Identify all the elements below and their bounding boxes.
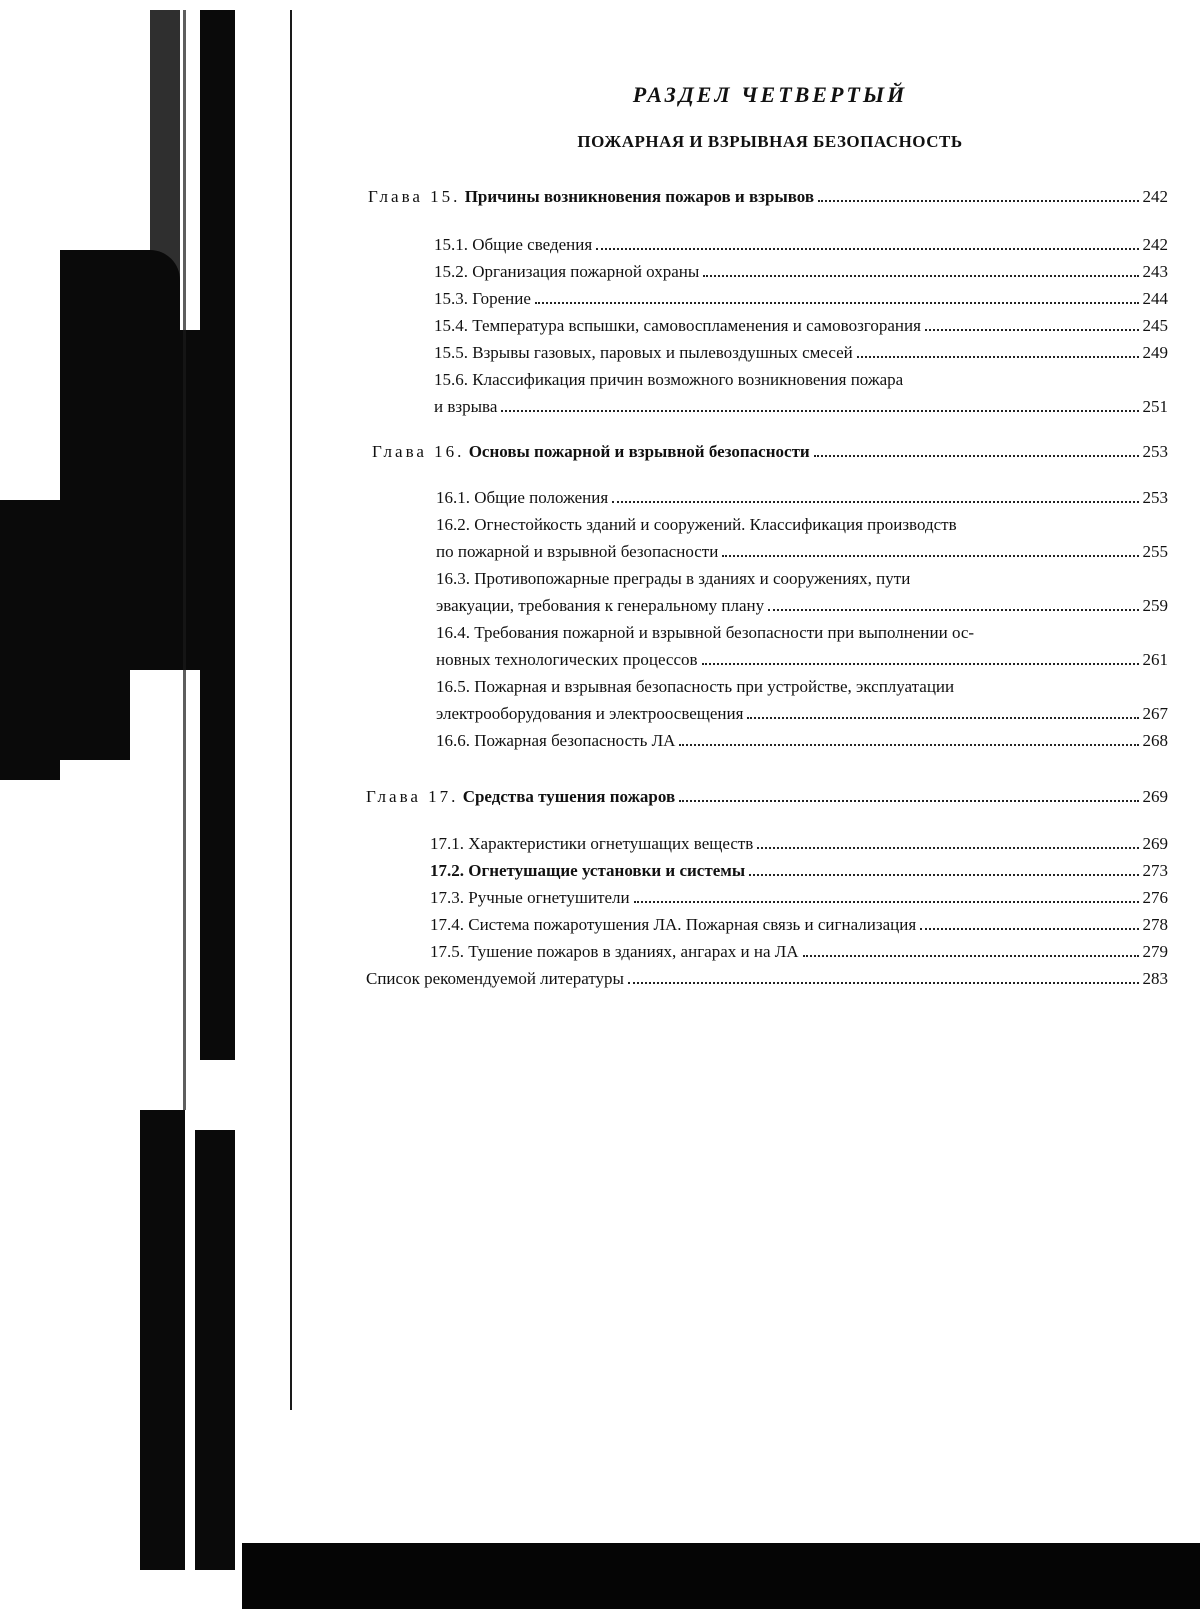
leader-dots [814,441,1139,457]
toc-chapter-17[interactable] [366,786,1168,808]
leader-dots [768,595,1138,611]
toc-item-16-3[interactable]: эвакуации, требования к генеральному плану 259 [436,596,1168,615]
page-number: 283 [1142,969,1168,988]
leader-dots [818,186,1138,202]
leader-dots [757,833,1138,849]
toc-item-17-1[interactable]: 17.1. Характеристики огнетушащих веществ 269 [430,834,1168,853]
leader-dots [747,703,1138,719]
page-number: 242 [1142,235,1168,254]
page-number: 244 [1142,289,1168,308]
leader-dots [679,730,1138,746]
page-number: 253 [1142,442,1168,461]
toc-item-16-5[interactable]: электрооборудования и электроосвещения 267 [436,704,1168,723]
page-number: 268 [1142,731,1168,750]
chapter-label: Глава 15. Причины возникновения пожаров и взрывов [368,187,815,206]
toc-item-16-4-line1: 16.4. Требования пожарной и взрывной безопасности при выполнении ос- [436,623,975,642]
page-number: 273 [1142,861,1168,880]
toc-chapter-15[interactable] [368,186,1168,208]
leader-dots [596,234,1138,250]
page-number: 259 [1142,596,1168,615]
page-number: 249 [1142,343,1168,362]
leader-dots [749,860,1138,876]
toc-item-16-2-line1: 16.2. Огнестойкость зданий и сооружений. Классификация производств [436,515,957,534]
leader-dots [535,288,1139,304]
page-number: 245 [1142,316,1168,335]
toc-item-15-4[interactable]: 15.4. Температура вспышки, самовоспламенения и самовозгорания 245 [434,316,1168,335]
toc-item-15-6[interactable]: и взрыва 251 [434,397,1168,416]
toc-item-16-5-line1: 16.5. Пожарная и взрывная безопасность при устройстве, эксплуатации [436,677,955,696]
chapter-label: Глава 17. Средства тушения пожаров [366,787,676,806]
page-number: 253 [1142,488,1168,507]
toc-item-17-2[interactable]: 17.2. Огнетушащие установки и системы 273 [430,861,1168,880]
toc-item-16-6[interactable]: 16.6. Пожарная безопасность ЛА 268 [436,731,1168,750]
page-number: 267 [1142,704,1168,723]
toc-item-15-3[interactable]: 15.3. Горение 244 [434,289,1168,308]
toc-item-15-1[interactable]: 15.1. Общие сведения 242 [434,235,1168,254]
page-number: 278 [1142,915,1168,934]
toc-chapter-16[interactable] [372,441,1168,463]
leader-dots [920,914,1138,930]
toc-item-16-2[interactable]: по пожарной и взрывной безопасности 255 [436,542,1168,561]
leader-dots [612,487,1138,503]
chapter-label: Глава 16. Основы пожарной и взрывной безопасности [372,442,810,461]
leader-dots [803,941,1139,957]
toc-item-16-3-line1: 16.3. Противопожарные преграды в зданиях и сооружениях, пути [436,569,911,588]
page-number: 243 [1142,262,1168,281]
leader-dots [857,342,1139,358]
page-number: 276 [1142,888,1168,907]
section-title: ПОЖАРНАЯ И ВЗРЫВНАЯ БЕЗОПАСНОСТЬ [577,132,963,151]
leader-dots [501,396,1138,412]
page-number: 251 [1142,397,1168,416]
section-header: РАЗДЕЛ ЧЕТВЕРТЫЙ [632,82,908,107]
toc-item-17-5[interactable]: 17.5. Тушение пожаров в зданиях, ангарах и на ЛА 279 [430,942,1168,961]
page-number: 255 [1142,542,1168,561]
toc-item-17-3[interactable]: 17.3. Ручные огнетушители 276 [430,888,1168,907]
leader-dots [925,315,1139,331]
leader-dots [703,261,1138,277]
scan-bottom-bar [242,1543,1200,1609]
toc-item-16-4[interactable]: новных технологических процессов 261 [436,650,1168,669]
page-number: 261 [1142,650,1168,669]
page-number: 279 [1142,942,1168,961]
page-number: 242 [1142,187,1168,206]
toc-references[interactable]: Список рекомендуемой литературы 283 [366,969,1168,988]
page-number: 269 [1142,834,1168,853]
toc-item-17-4[interactable]: 17.4. Система пожаротушения ЛА. Пожарная связь и сигнализация 278 [430,915,1168,934]
toc-item-15-2[interactable]: 15.2. Организация пожарной охраны 243 [434,262,1168,281]
leader-dots [722,541,1138,557]
leader-dots [702,649,1139,665]
leader-dots [634,887,1139,903]
toc-item-15-6-line1: 15.6. Классификация причин возможного возникновения пожара [434,370,904,389]
toc-item-16-1[interactable]: 16.1. Общие положения 253 [436,488,1168,507]
leader-dots [628,968,1139,984]
toc-item-15-5[interactable]: 15.5. Взрывы газовых, паровых и пылевоздушных смесей 249 [434,343,1168,362]
page-number: 269 [1142,787,1168,806]
leader-dots [679,786,1138,802]
